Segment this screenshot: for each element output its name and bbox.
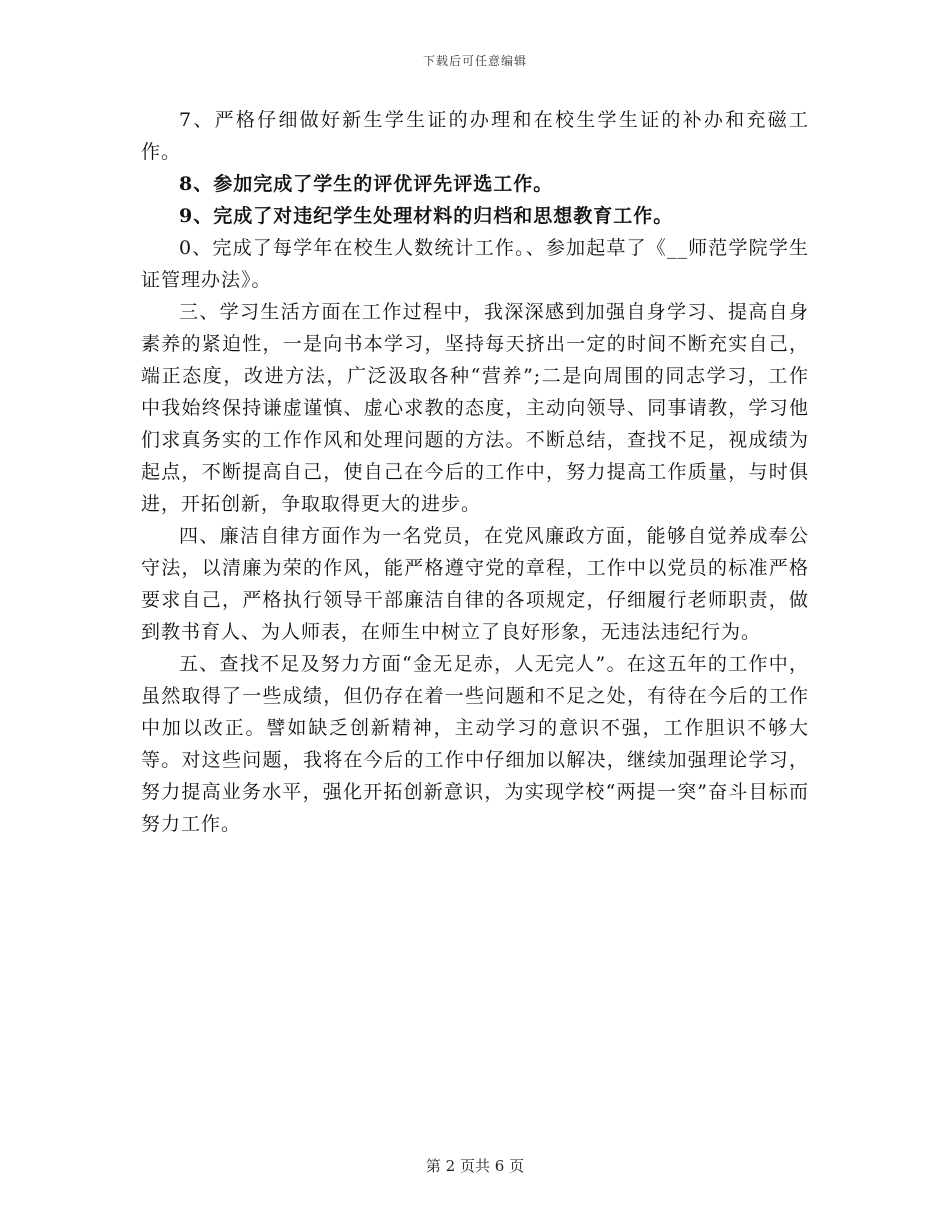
- paragraph-item-10: 0、完成了每学年在校生人数统计工作。、参加起草了《__师范学院学生证管理办法》。: [141, 237, 809, 291]
- paragraph-shortcomings: 五、查找不足及努力方面“金无足赤，人无完人”。在这五年的工作中，虽然取得了一些成绩，但仍存在着一些问题和不足之处，有待在今后的工作中加以改正。譬如缺乏创新精神，主动学习的意识不强，工作胆识不够大等。对这些问题，我将在今后的工作中仔细加以解决，继续加强理论学习，努力提高业务水平，强化开拓创新意识，为实现学校“两提一突”奋斗目标而努力工作。: [141, 653, 809, 835]
- paragraph-item-9: 9、完成了对违纪学生处理材料的归档和思想教育工作。: [179, 205, 674, 227]
- paragraph-item-7: 7、严格仔细做好新生学生证的办理和在校生学生证的补办和充磁工作。: [141, 109, 809, 163]
- page-number: 第 2 页共 6 页: [425, 1157, 525, 1175]
- paragraph-item-8: 8、参加完成了学生的评优评先评选工作。: [179, 173, 554, 195]
- page-header: 下载后可任意编辑: [422, 54, 527, 68]
- document-body: [141, 104, 809, 840]
- paragraph-integrity: 四、廉洁自律方面作为一名党员，在党风廉政方面，能够自觉养成奉公守法，以清廉为荣的作风，能严格遵守党的章程，工作中以党员的标准严格要求自己，严格执行领导干部廉洁自律的各项规定，仔细履行老师职责，做到教书育人、为人师表，在师生中树立了良好形象，无违法违纪行为。: [141, 525, 809, 643]
- paragraph-study-life: 三、学习生活方面在工作过程中，我深深感到加强自身学习、提高自身素养的紧迫性，一是向书本学习，坚持每天挤出一定的时间不断充实自己，端正态度，改进方法，广泛汲取各种“营养”;二是向周围的同志学习，工作中我始终保持谦虚谨慎、虚心求教的态度，主动向领导、同事请教，学习他们求真务实的工作作风和处理问题的方法。不断总结，查找不足，视成绩为起点，不断提高自己，使自己在今后的工作中，努力提高工作质量，与时俱进，开拓创新，争取取得更大的进步。: [141, 301, 809, 515]
